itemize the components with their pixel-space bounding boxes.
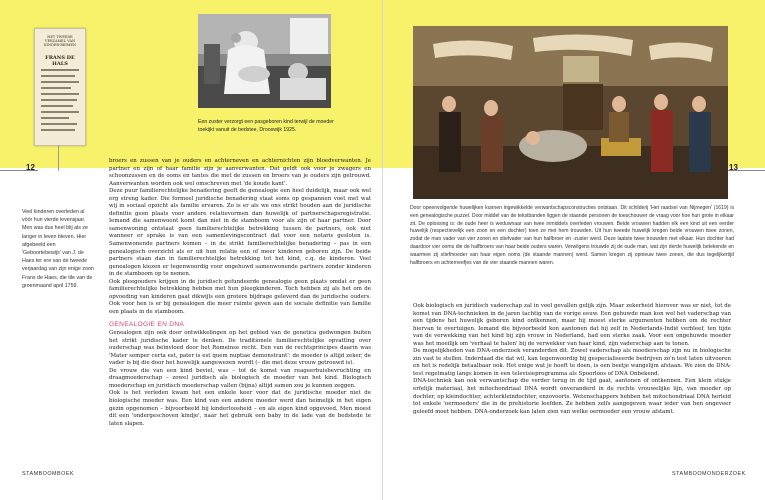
- body-text-left: [109, 158, 371, 428]
- paragraph: Genealogen zijn ook door ontwikkelingen op het gebied van de genetica gedwongen buiten het strikt juridische kader te denken. De traditionele familierechtelijke opvatting over ouderschap was beïnvloed door het Romeinse recht. Een van de rechtsprincipes daarin was 'Mater semper certa est, pater is est quem nuptiae demonstrant': de moeder is altijd zeker, de vader is bij die door het huwelijk aangewezen wordt (– die met deze vrouw getrouwd is).: [109, 330, 371, 367]
- certificate-name: FRANS DE HALS: [45, 55, 75, 67]
- paragraph: broers en zussen van je ouders en achterneven en achternichten zijn bloedverwanten. Je partner en zijn of haar familie zijn je aanverwanten. Dat geldt ook voor je zwagers en schoonzussen en de ooms en tantes die met de zussen en broers van je ouders zijn getrouwd. Aanverwanten worden ook wel omschreven met 'de koude kant'.: [109, 158, 371, 187]
- riddle-of-nijmegen-painting: [413, 26, 728, 199]
- paragraph: De vrouw die van een kind beviel, was – tot de komst van reageerbuisbevruchting en draagmoederschap – zowel juridisch als biologisch de moeder van het kind. Biologisch moederschap en juridisch moederschap vallen (bijna) altijd samen zou je kunnen zeggen.: [109, 367, 371, 389]
- photo-caption: Een zuster verzorgt een pasgeboren kind terwijl de moeder toekijkt vanuit de bedstee, Drooswijk 1925.: [198, 119, 334, 133]
- page-number-right: 13: [729, 163, 738, 172]
- paragraph: Ook is het verleden kwam het een enkele keer voor dat de juridische moeder niet de biologische moeder was. Een kind van een andere moeder werd dan heimelijk in het eigen gezin opgenomen – bijvoorbeeld bij kinderloosheid – en als eigen kind opgevoed. Men moest dit een 'ondergeschoven kindje', naar het gebruik een baby in de lade van de bedstede te laten slapen.: [109, 390, 371, 427]
- footer-left: STAMBOOMBOEK: [22, 471, 75, 477]
- book-spine: [382, 0, 383, 500]
- paragraph: De mogelijkheden van DNA-onderzoek veranderden dit. Zowel vaderschap als moederschap zijn nu in biologische zin vast te stellen. Inderdaad die dat wil, kan tegenwoordig bij gespecialiseerde bedrijven zo'n test laten uitvoeren en het is redelijk betaalbaar ook. Het enige wat je hoeft te doen, is een beetje wangslijm afstaan. We zien de DNA-test regelmatig langs komen in een televisieprogramma als Spoorloos of DNA Onbekend.: [413, 348, 731, 377]
- paragraph: DNA-techniek kan ook verwantschap die verder terug in de tijd gaat, aantonen of ontkennen. Een klein stukje erfelijk materiaal, het mitochondriaal DNA wordt onveranderd in de rechte vrouwelijke lijn, van moeder op dochter, op kleindochter, achterkleindochter, enzovoorts. Wetenschappers hebben het mitochondriaal DNA herleid tot enkele 'oermoeders' die in de prehistorie leefden. Ze hebben zelfs aangegeven waar ieder van hen ongeveer geleefd moet hebben. DNA-onderzoek kan laten zien van welke oermoeder een vrouw afstamt.: [413, 378, 731, 415]
- caption-leader-line: [58, 145, 59, 171]
- birth-certificate-image: [34, 28, 86, 146]
- paragraph: Ook biologisch en juridisch vaderschap zal in veel gevallen gelijk zijn. Maar zekerheid hierover was er niet, tot de komst van DNA-technieken in de jaren tachtig van de vorige eeuw. Een gehuwde man kon wel het vaderschap van een tijdens het huwelijk geboren kind ontkennen, maar hij moest sterke argumenten hebben om de rechter hiervan te overtuigen. Iemand die bijvoorbeeld kon aantonen dat hij zelf in Nederlands-Indië verbleef, ten tijde van de verwekking van het kind bij zijn vrouw in Nederland, had een sterke zaak. Voor een ongehuwde moeder was het moeilijk om 'verhaal te halen' bij de verwekker van haar kind, zijn vaderschap aan te tonen.: [413, 303, 731, 347]
- section-heading: GENEALOGIE EN DNA: [109, 321, 185, 329]
- nurse-photo: [198, 14, 331, 108]
- page-number-left: 12: [26, 163, 35, 172]
- certificate-heading: HET TWEEDE VERZAMEL VAN KINDER-REIMEN: [43, 35, 76, 47]
- paragraph: Ook pleegouders krijgen in de juridisch gefundeerde genealogie geen plaats omdat er geen familierechtelijke betrekking hebben met hun pleegkinderen. Toch hebben zij als het om de opvoeding van kinderen gaat dikwijls een grotere bijdrage geleverd dan de juridische ouders. Ook voor hen is er bij genealogen die meer ruimte geven aan de sociale definitie van familie een plaats in de stamboom.: [109, 278, 371, 315]
- footer-right: STAMBOOMONDERZOEK: [672, 471, 746, 477]
- body-text-right: [413, 303, 731, 416]
- paragraph: Deze puur familierechtelijke benadering geeft de genealogie een heel duidelijk, maar ook wel erg streng kader. Die formeel juridische benadering staat soms op gespannen voet met wat wij in sociaal opzicht als familie ervaren. Zo is er als we ons strikt houden aan de juridische definitie geen plaats voor andere relatievormen dan huwelijk of partnerschapsregistratie. Iemand die samenwoont komt dan niet in de stamboom voor als zijn of haar partner. Door samenwoning ontstaat geen familierechtelijke betrekking tussen de partners, ook niet wanneer er sprake is van een samenlevingscontract dat voor een notaris gesloten is. Samenwonende partners komen – in de strikt familierechtelijke benadering – pas in een genealogisch overzicht als er uit hun relatie een of meer kinderen geboren zijn. De beide partners staan dan in familierechtelijke betrekking tot het kind, c.q. de kinderen. Veel genealogen kiezen er tegenwoordig voor ongehuwd samenwonende partners zonder kinderen in de stamboom op te nemen.: [109, 188, 371, 278]
- painting-caption: Door opeenvolgende huwelijken kunnen ingewikkelde verwantschapsconstructies ontstaan. Dit schilderij 'Het raadsel van Nijmegen' (1619) is een genealogische puzzel. Door middel van de tekstbanden liggen de staande personen de toeschouwer de vraag voor hoe hun grote in elkaar zit. De oplossing is: de oude heer is weduwnaar van twee inmiddels overleden vrouwen. Beide vrouwen hadden elk een kind uit een eerder huwelijk (respectievelijk een zoon en een dochter) toen ze met hem trouwden. Uit hun tweede huwelijk kregen beide vrouwen twee zonen, zodat de man vader van vier zonen en stiefvader van hun halfbroer en -zuster werd. Deze laatste twee trouwden met elkaar. Hun dochter had daardoor vier ooms die de halfbroers van haar beide ouders waren. Verwilgens trouwde zij de oude man, wat zijn derde huwelijk betekende en waarmee zij stiefmoeder van haar eigen ooms (de staande mannen) werd. Samen kregen zij opnieuw twee zonen, die dus tegelijkertijd halfbroers en achterneefjes van de vier staande mannen waren.: [410, 205, 734, 266]
- side-caption: Veel kinderen overleden al vóór hun vierde levensjaar. Men was dus heel blij als ze langer in leven bleven. Hier afgebeeld een 'Geboortebewijs' van J. de Haes ter ere van de tweede verjaardag van zijn enige zoon Frans de Haes, die tile van de groenmaand april 1759.: [22, 209, 94, 289]
